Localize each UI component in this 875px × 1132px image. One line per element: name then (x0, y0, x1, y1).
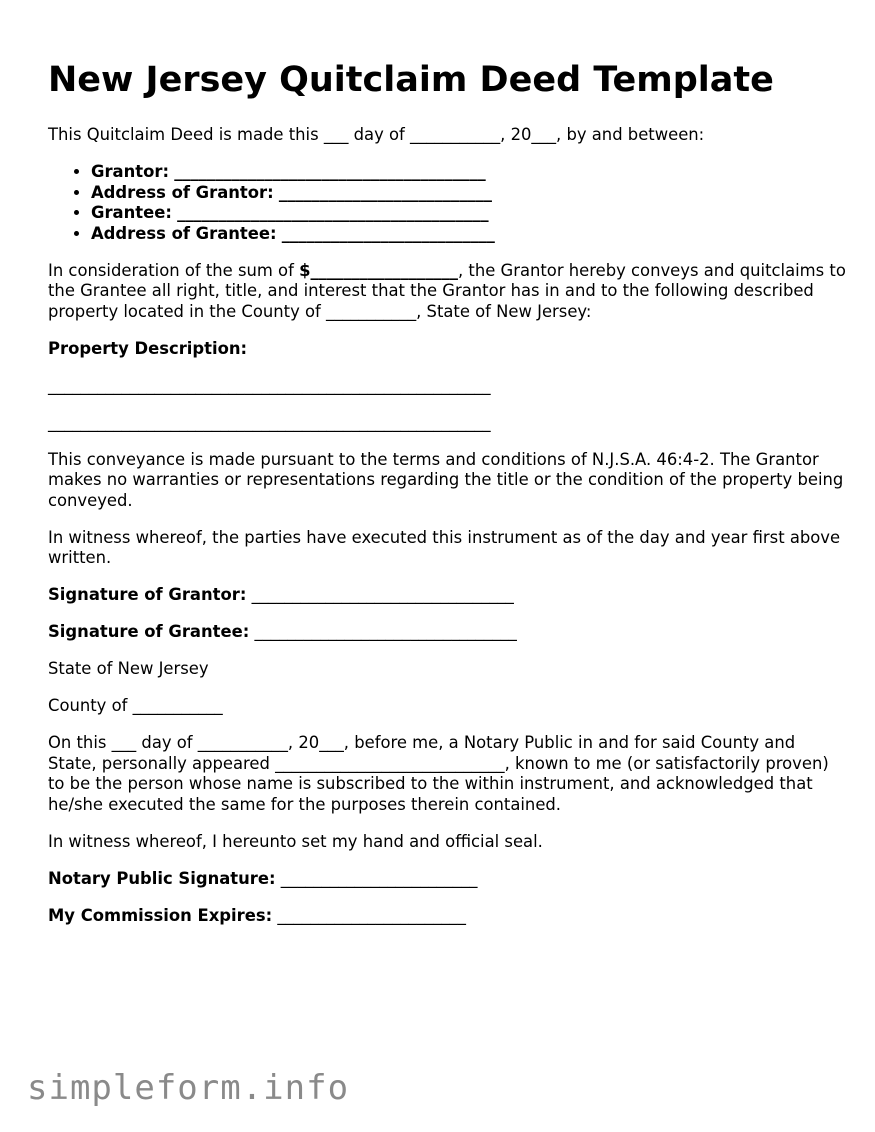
property-description-heading: Property Description: (48, 338, 248, 358)
party-label: Address of Grantor: (91, 182, 274, 202)
notary-signature-line (48, 869, 848, 890)
party-label: Address of Grantee: (91, 223, 277, 243)
party-label: Grantee: (91, 203, 172, 222)
notary-county: County of ___________ (48, 696, 223, 715)
notary-seal-statement: In witness whereof, I hereunto set my hand and official seal. (48, 831, 543, 851)
party-blank: ______________________________________ (177, 203, 489, 222)
party-label: Grantor: (91, 162, 169, 181)
consideration-suffix: , the Grantor hereby conveys and quitclaims to the Grantee all right, title, and interest that the Grantor has in and to the following described property located in the County of ___________, State of New Jersey: (48, 260, 846, 321)
party-item-grantor (91, 162, 848, 183)
commission-expires-line (48, 906, 848, 927)
party-blank: ______________________________________ (174, 162, 486, 181)
grantor-signature-line (48, 585, 848, 606)
party-blank: __________________________ (281, 223, 495, 243)
notary-signature-label: Notary Public Signature: (48, 868, 276, 888)
notary-signature-blank: ________________________ (280, 868, 478, 888)
property-description-line-2: ______________________________________________________ (48, 412, 491, 432)
parties-list (48, 162, 848, 244)
party-item-grantor-address (91, 183, 848, 204)
grantee-signature-line (48, 622, 848, 643)
grantor-signature-label: Signature of Grantor: (48, 585, 247, 604)
commission-expires-blank: _______________________ (277, 905, 466, 925)
site-watermark: simpleform.info (27, 1068, 350, 1108)
party-blank: __________________________ (278, 182, 492, 202)
document-title: New Jersey Quitclaim Deed Template (48, 60, 774, 100)
witness-paragraph: In witness whereof, the parties have executed this instrument as of the day and year first above written. (48, 527, 841, 567)
commission-expires-label: My Commission Expires: (48, 905, 273, 925)
consideration-amount: $__________________ (299, 260, 458, 280)
intro-paragraph: This Quitclaim Deed is made this ___ day of ___________, 20___, by and between: (48, 125, 705, 144)
party-item-grantee-address (91, 224, 848, 245)
notary-acknowledgment: On this ___ day of ___________, 20___, before me, a Notary Public in and for said County and State, personally appeared ____________________________, known to me (or satisfactorily proven) to be the person whose name is subscribed to the within instrument, and acknowledged that he/she executed the same for the purposes therein contained. (48, 733, 829, 814)
consideration-paragraph (48, 261, 848, 323)
property-description-line-1: ______________________________________________________ (48, 375, 491, 395)
grantee-signature-blank: ________________________________ (254, 622, 517, 641)
grantee-signature-label: Signature of Grantee: (48, 622, 250, 641)
document-page (48, 56, 848, 943)
grantor-signature-blank: ________________________________ (251, 585, 514, 604)
notary-state: State of New Jersey (48, 659, 209, 678)
statute-paragraph: This conveyance is made pursuant to the terms and conditions of N.J.S.A. 46:4-2. The Grantor makes no warranties or representations regarding the title or the condition of the property being conveyed. (48, 449, 844, 510)
party-item-grantee (91, 203, 848, 224)
consideration-prefix: In consideration of the sum of (48, 260, 300, 280)
